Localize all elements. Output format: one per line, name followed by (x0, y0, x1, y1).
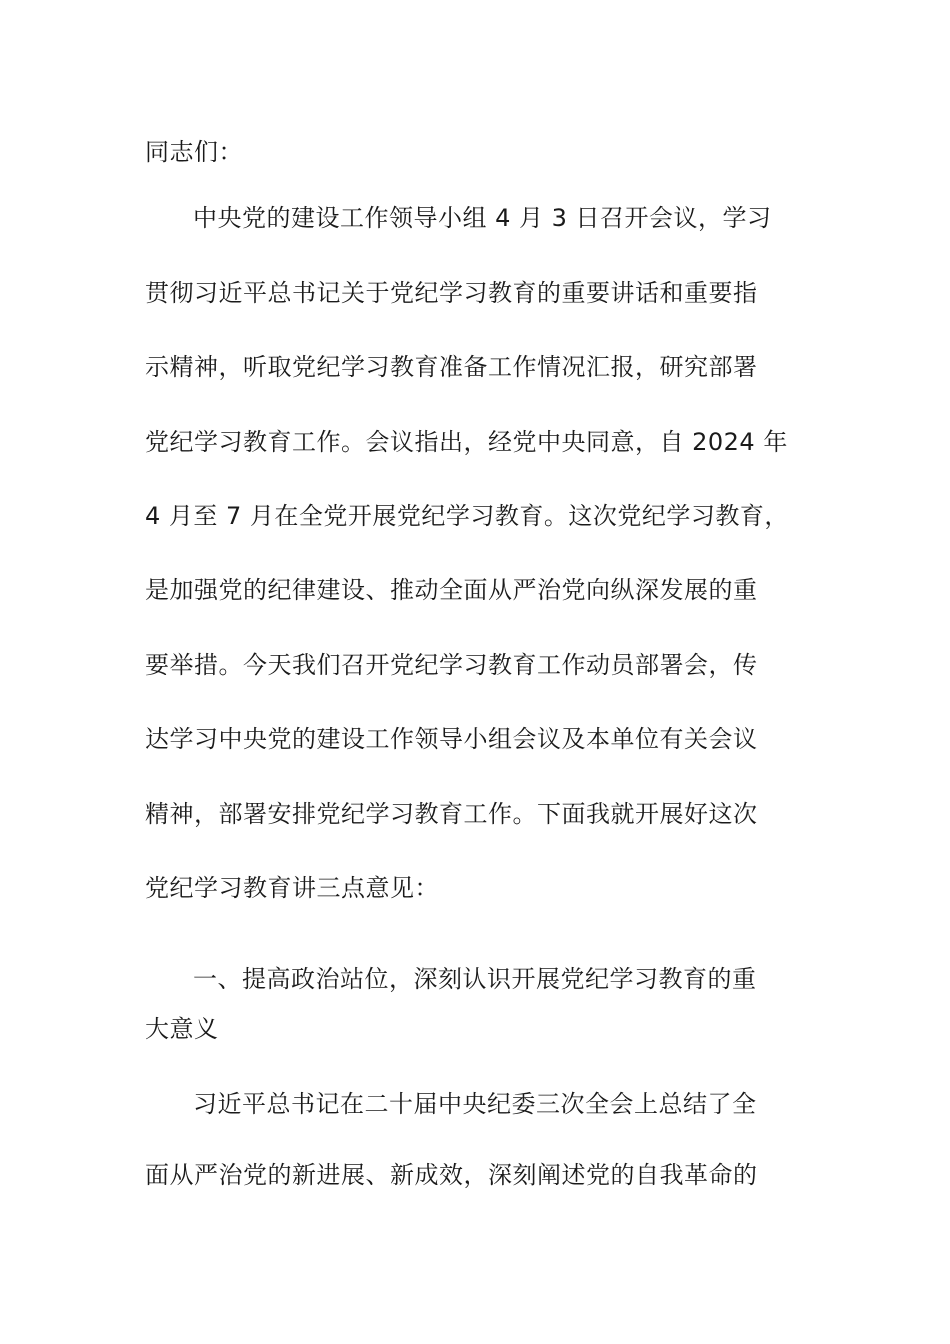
paragraph-line: 党纪学习教育讲三点意见： (145, 874, 439, 902)
paragraph-line: 中央党的建设工作领导小组 4 月 3 日召开会议，学习 (193, 204, 772, 232)
paragraph-line: 习近平总书记在二十届中央纪委三次全会上总结了全 (193, 1090, 757, 1118)
paragraph-line: 示精神，听取党纪学习教育准备工作情况汇报，研究部署 (145, 353, 758, 381)
paragraph-line: 面从严治党的新进展、新成效，深刻阐述党的自我革命的 (145, 1161, 758, 1189)
paragraph-line: 要举措。今天我们召开党纪学习教育工作动员部署会，传 (145, 651, 758, 679)
paragraph-line: 4 月至 7 月在全党开展党纪学习教育。这次党纪学习教育， (145, 502, 789, 530)
paragraph-line: 是加强党的纪律建设、推动全面从严治党向纵深发展的重 (145, 576, 758, 604)
salutation: 同志们： (145, 138, 243, 166)
section-heading: 一、提高政治站位，深刻认识开展党纪学习教育的重 (193, 965, 757, 993)
section-heading: 大意义 (145, 1015, 219, 1043)
paragraph-line: 达学习中央党的建设工作领导小组会议及本单位有关会议 (145, 725, 758, 753)
paragraph-line: 党纪学习教育工作。会议指出，经党中央同意，自 2024 年 (145, 428, 788, 456)
paragraph-line: 精神，部署安排党纪学习教育工作。下面我就开展好这次 (145, 800, 758, 828)
paragraph-line: 贯彻习近平总书记关于党纪学习教育的重要讲话和重要指 (145, 279, 758, 307)
